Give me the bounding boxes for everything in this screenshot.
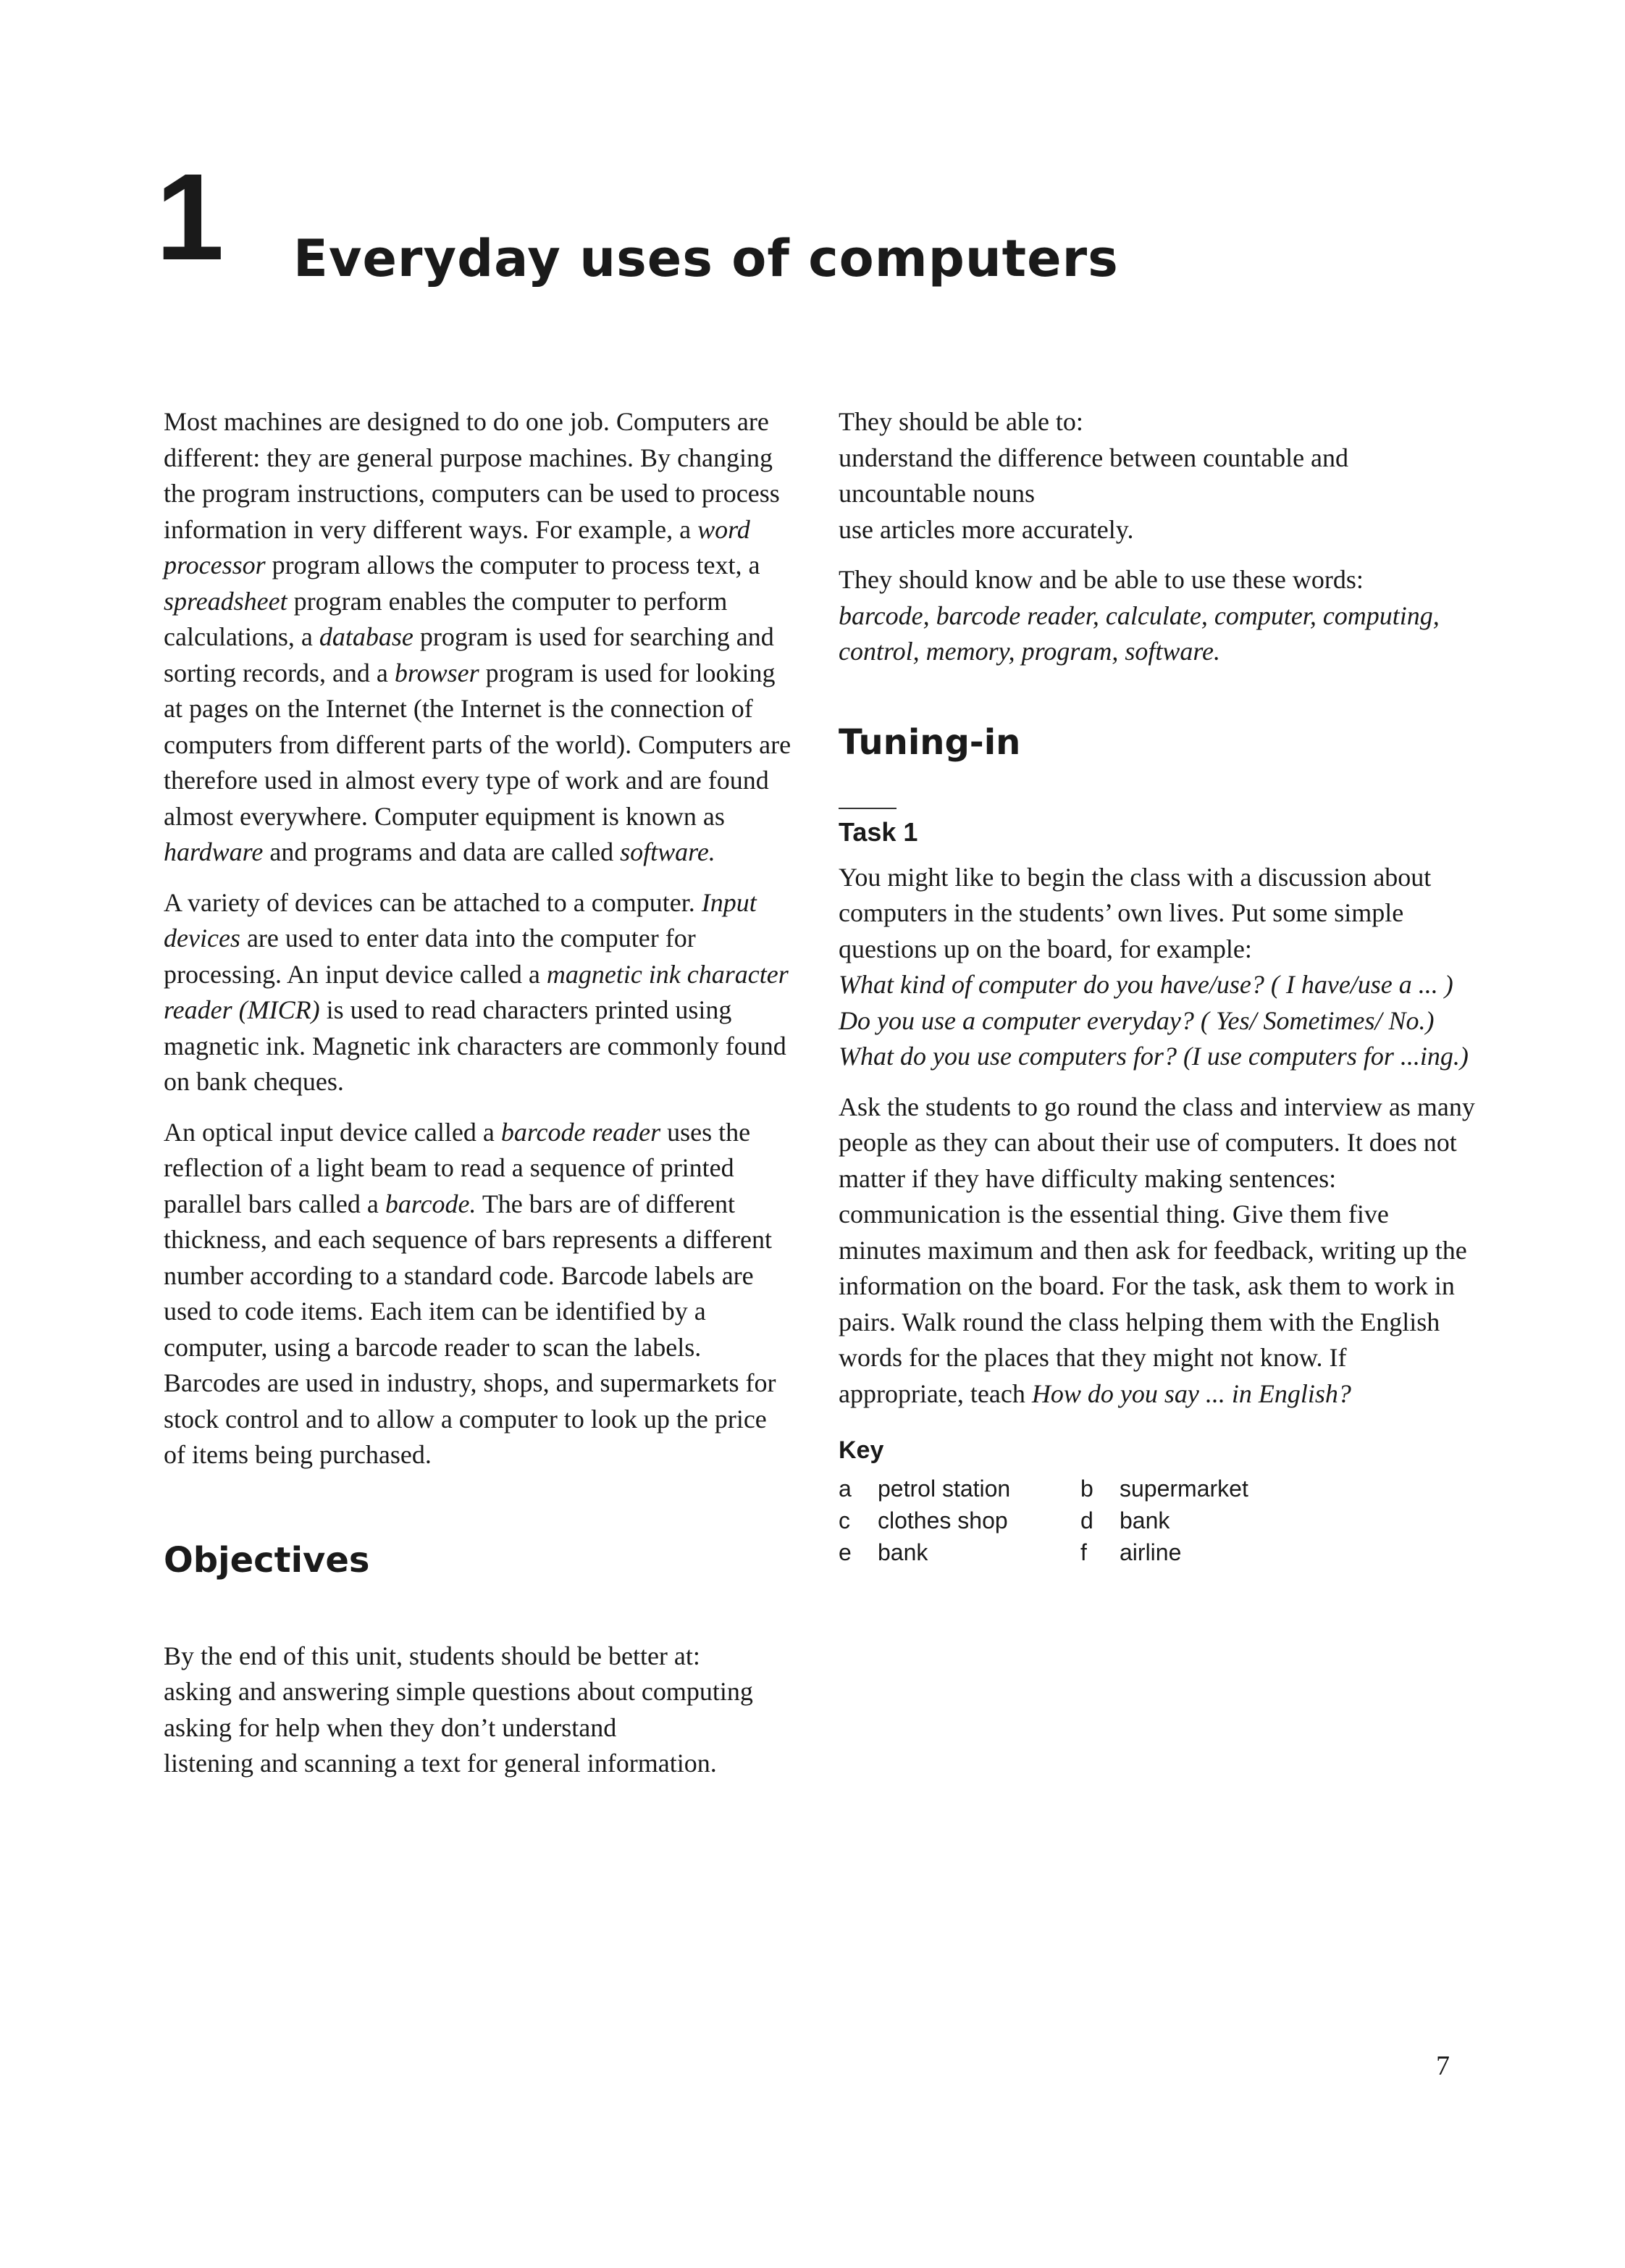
emphasized-term: Input devices [164,887,757,953]
example-question-text: What kind of computer do you have/use? ( I have/use a ... ) [839,970,1453,999]
key-letter: f [1080,1539,1087,1565]
text-run: and programs and data are called [263,837,621,866]
text-run: are used to enter data into the computer for processing. An input device called a [164,924,696,989]
right-column [839,404,1476,1568]
emphasized-term: barcode. [385,1189,476,1218]
key-letter: a [839,1476,852,1502]
key-letter: c [839,1507,850,1533]
unit-number: 1 [156,148,222,286]
task-intro: You might like to begin the class with a discussion about computers in the students’ own lives. Put some simple questions up on the board, for example: [839,862,1432,963]
text-run: program is used for searching and sorting records, and a [164,622,774,687]
page-number: 7 [1436,2051,1450,2081]
key-answer: supermarket [1120,1476,1248,1502]
key-answer: clothes shop [878,1507,1008,1533]
unit-title: Everyday uses of computers [293,229,1119,288]
example-question [839,1039,1476,1075]
able-item: use articles more accurately. [839,514,1134,544]
key-heading: Key [839,1436,884,1464]
emphasized-term: magnetic ink character reader (MICR) [164,959,789,1024]
task-divider [839,808,897,809]
key-answer: bank [878,1539,928,1565]
key-answer: petrol station [878,1476,1011,1502]
task-heading: Task 1 [839,816,918,847]
words-list-text: barcode, barcode reader, calculate, computer, computing, control, memory, program, software. [839,601,1440,666]
emphasized-term: How do you say ... in English? [1031,1378,1351,1408]
example-question [839,967,1476,1003]
task-body [839,1089,1476,1413]
emphasized-term: hardware [164,837,264,866]
intro-paragraph [164,404,794,871]
objectives-heading: Objectives [164,1539,370,1581]
text-run: program is used for looking at pages on the Internet (the Internet is the connection of computers from different parts of the world). Computers are therefore used in almost every type of work and are found almost everywhere. Computer equipment is known as [164,658,791,831]
barcode-paragraph [164,1115,794,1473]
left-column [164,404,794,1782]
objective-item: listening and scanning a text for general information. [164,1749,717,1778]
objective-item: asking and answering simple questions about computing [164,1677,753,1706]
text-run: program allows the computer to process text, a [265,551,760,579]
tuning-in-heading: Tuning-in [839,721,1021,763]
words-list [839,598,1476,670]
text-run: is used to read characters printed using magnetic ink. Magnetic ink characters are commonly found on bank cheques. [164,995,786,1096]
able-intro: They should be able to: [839,407,1083,436]
emphasized-term: word processor [164,514,750,579]
key-row [839,1473,1476,1505]
key-letter: b [1080,1476,1093,1502]
text-run: Ask the students to go round the class and interview as many people as they can about their use of computers. It does not matter if they have difficulty making sentences: communication is the essential thing. Give them five minutes maximum and then ask for feedback, writing up the information on the board. For the task, ask them to work in pairs. Walk round the class helping them with the English words for the places that they might not know. If appropriate, teach [839,1092,1475,1408]
key-row [839,1505,1476,1536]
emphasized-term: spreadsheet [164,586,287,616]
text-run: uses the reflection of a light beam to read a sequence of printed parallel bars called a [164,1117,751,1218]
key-answer: airline [1120,1539,1182,1565]
words-intro: They should know and be able to use these words: [839,565,1364,594]
key-letter: d [1080,1507,1093,1533]
text-run: program enables the computer to perform calculations, a [164,586,728,651]
objective-item: asking for help when they don’t understand [164,1712,617,1742]
example-question-text: Do you use a computer everyday? ( Yes/ Sometimes/ No.) [839,1005,1435,1035]
objectives-intro: By the end of this unit, students should be better at: [164,1641,700,1670]
emphasized-term: database [319,622,413,651]
key-letter: e [839,1539,852,1565]
example-question-text: What do you use computers for? (I use computers for ...ing.) [839,1042,1469,1071]
key-row [839,1536,1476,1568]
emphasized-term: browser [394,658,479,687]
emphasized-term: software. [620,837,715,866]
text-run: A variety of devices can be attached to a computer. [164,887,702,917]
key-table [839,1473,1476,1568]
input-devices-paragraph [164,885,794,1100]
text-run: The bars are of different thickness, and each sequence of bars represents a different number according to a standard code. Barcode labels are used to code items. Each item can be identified by a computer, using a barcode reader to scan the labels. Barcodes are used in industry, shops, and supermarkets for stock control and to allow a computer to look up the price of items being purchased. [164,1189,776,1469]
able-item: understand the difference between countable and uncountable nouns [839,443,1349,508]
example-question [839,1003,1476,1039]
text-run: Most machines are designed to do one job. Computers are different: they are general purpose machines. By changing the program instructions, computers can be used to process information in very different ways. For example, a [164,407,780,544]
text-run: An optical input device called a [164,1117,501,1147]
emphasized-term: barcode reader [500,1117,661,1147]
key-answer: bank [1120,1507,1170,1533]
